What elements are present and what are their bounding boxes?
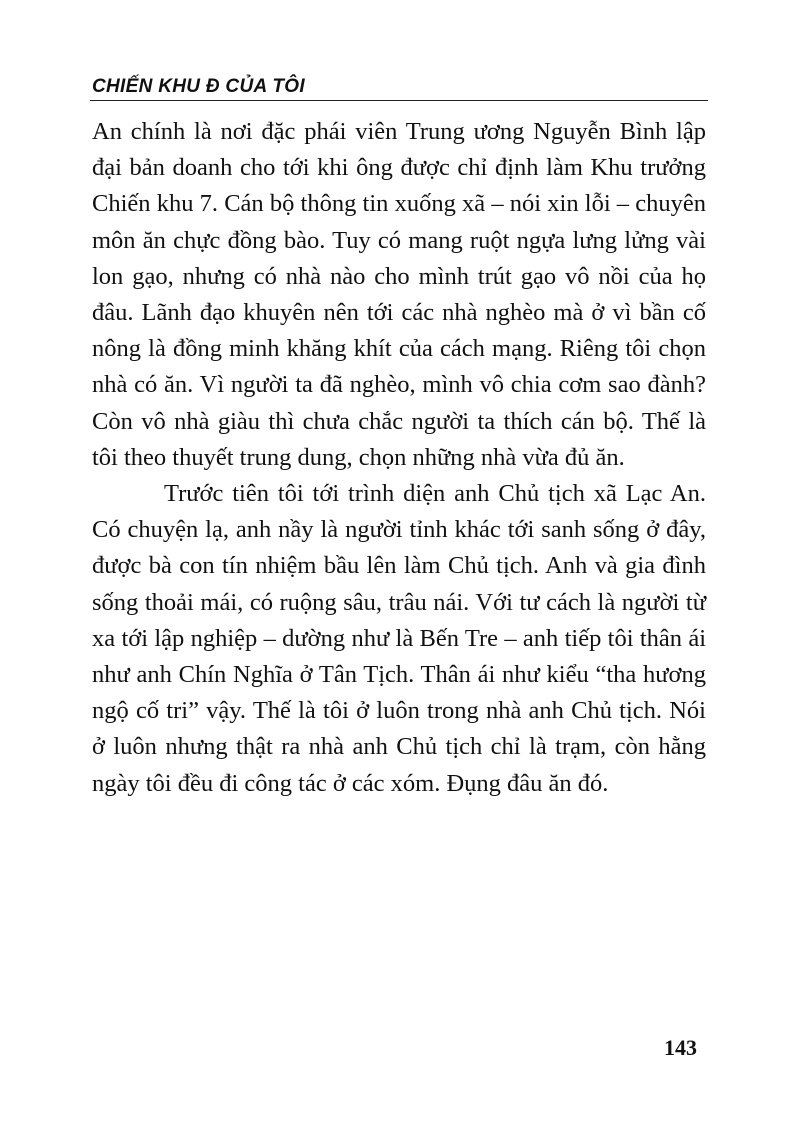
running-header xyxy=(90,72,708,101)
running-title: CHIẾN KHU Đ CỦA TÔI xyxy=(92,76,305,97)
paragraph-continuation: An chính là nơi đặc phái viên Trung ương Nguyễn Bình lập đại bản doanh cho tới khi ông được chỉ định làm Khu trưởng Chiến khu 7. Cán bộ thông tin xuống xã – nói xin lỗi – chuyên môn ăn chực đồng bào. Tuy có mang ruột ngựa lưng lửng vài lon gạo, nhưng có nhà nào cho mình trút gạo vô nồi của họ đâu. Lãnh đạo khuyên nên tới các nhà nghèo mà ở vì bần cố nông là đồng minh khăng khít của cách mạng. Riêng tôi chọn nhà có ăn. Vì người ta đã nghèo, mình vô chia cơm sao đành? Còn vô nhà giàu thì chưa chắc người ta thích cán bộ. Thế là tôi theo thuyết trung dung, chọn những nhà vừa đủ ăn. xyxy=(92,118,706,471)
page-number: 143 xyxy=(664,1035,697,1060)
paragraph: Trước tiên tôi tới trình diện anh Chủ tịch xã Lạc An. Có chuyện lạ, anh nầy là người tỉnh khác tới sanh sống ở đây, được bà con tín nhiệm bầu lên làm Chủ tịch. Anh và gia đình sống thoải mái, có ruộng sâu, trâu nái. Với tư cách là người từ xa tới lập nghiệp – dường như là Bến Tre – anh tiếp tôi thân ái như anh Chín Nghĩa ở Tân Tịch. Thân ái như kiểu “tha hương ngộ cố tri” vậy. Thế là tôi ở luôn trong nhà anh Chủ tịch. Nói ở luôn nhưng thật ra nhà anh Chủ tịch chỉ là trạm, còn hằng ngày tôi đều đi công tác ở các xóm. Đụng đâu ăn đó. xyxy=(92,480,706,797)
body-text xyxy=(92,114,706,802)
